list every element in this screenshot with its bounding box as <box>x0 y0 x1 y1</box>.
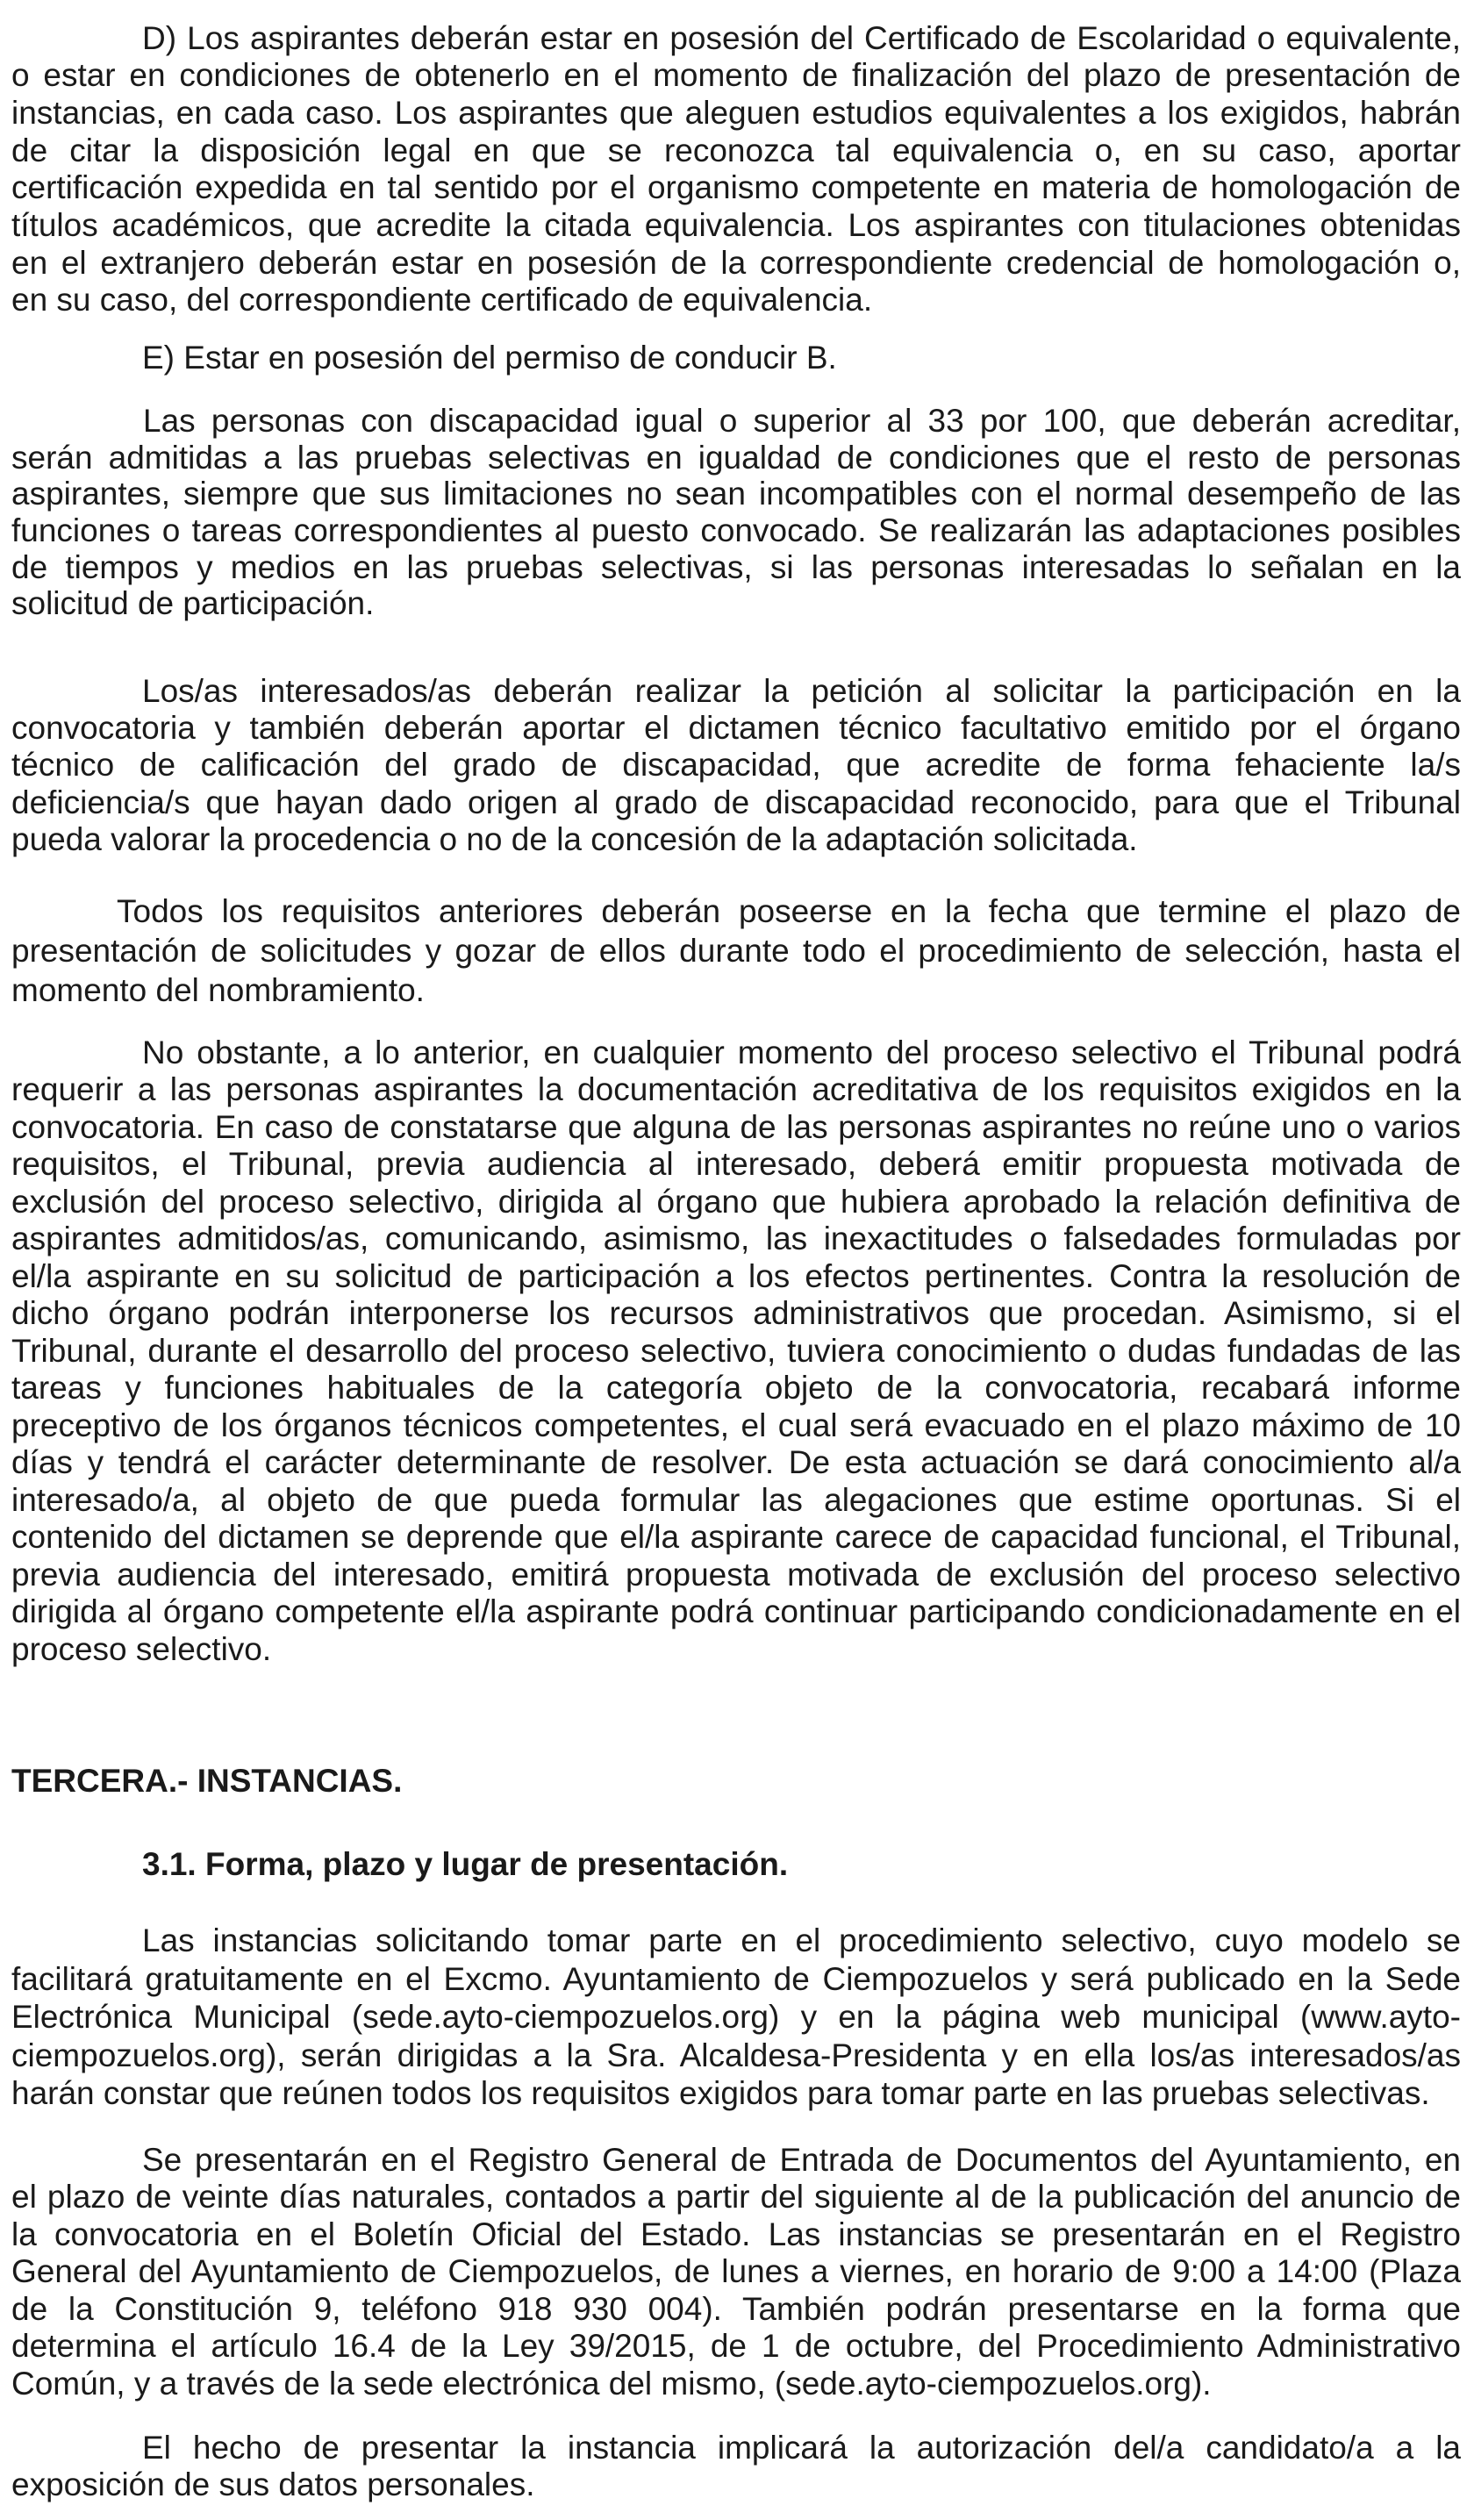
text-line: en el extranjero deberán estar en posesión de la correspondiente credencial de homologación o, <box>11 244 1461 281</box>
text-line: el/la aspirante en su solicitud de participación a los efectos pertinentes. Contra la resolución de <box>11 1257 1461 1294</box>
text-line: tareas y funciones habituales de la categoría objeto de la convocatoria, recabará informe <box>11 1370 1461 1407</box>
text-line: convocatoria y también deberán aportar el dictamen técnico facultativo emitido por el órgano <box>11 710 1461 747</box>
text-line: de tiempos y medios en las pruebas selectivas, si las personas interesadas lo señalan en la <box>11 548 1461 585</box>
text-line: Todos los requisitos anteriores deberán poseerse en la fecha que termine el plazo de <box>117 892 1461 929</box>
text-line: Las personas con discapacidad igual o superior al 33 por 100, que deberán acreditar, <box>143 403 1461 440</box>
text-line: Se presentarán en el Registro General de Entrada de Documentos del Ayuntamiento, en <box>142 2141 1461 2178</box>
text-line: Las instancias solicitando tomar parte en el procedimiento selectivo, cuyo modelo se <box>142 1922 1461 1959</box>
text-line: solicitud de participación. <box>11 585 375 622</box>
subsection-heading: 3.1. Forma, plazo y lugar de presentación. <box>142 1846 789 1882</box>
text-line: certificación expedida en tal sentido por el organismo competente en materia de homologación de <box>11 169 1461 206</box>
text-line: El hecho de presentar la instancia implicará la autorización del/a candidato/a a la <box>142 2430 1461 2466</box>
text-line: facilitará gratuitamente en el Excmo. Ayuntamiento de Ciempozuelos y será publicado en la Sede <box>11 1960 1461 1997</box>
text-line: días y tendrá el carácter determinante de resolver. De esta actuación se dará conocimiento al/a <box>11 1444 1461 1481</box>
text-line: contenido del dictamen se deprende que el/la aspirante carece de capacidad funcional, el Tribunal, <box>11 1519 1461 1556</box>
paragraph <box>11 340 1461 376</box>
text-line: títulos académicos, que acredite la citada equivalencia. Los aspirantes con titulaciones obtenidas <box>11 207 1461 244</box>
paragraph <box>11 2430 1461 2503</box>
text-line: técnico de calificación del grado de discapacidad, que acredite de forma fehaciente la/s <box>11 747 1461 784</box>
text-line: instancias, en cada caso. Los aspirantes que aleguen estudios equivalentes a los exigidos, habrán <box>11 95 1461 132</box>
paragraph <box>11 1034 1461 1669</box>
text-line: convocatoria. En caso de constatarse que alguna de las personas aspirantes no reúne uno o varios <box>11 1108 1461 1145</box>
text-line: presentación de solicitudes y gozar de ellos durante todo el procedimiento de selección, hasta el <box>11 932 1461 969</box>
text-line: E) Estar en posesión del permiso de conducir B. <box>142 340 837 376</box>
text-line: ciempozuelos.org), serán dirigidas a la Sra. Alcaldesa-Presidenta y en ella los/as interesados/as <box>11 2037 1461 2073</box>
text-line: en su caso, del correspondiente certificado de equivalencia. <box>11 282 873 319</box>
text-line: de la Constitución 9, teléfono 918 930 004). También podrán presentarse en la forma que <box>11 2290 1461 2327</box>
text-line: harán constar que reúnen todos los requisitos exigidos para tomar parte en las pruebas selectivas. <box>11 2075 1430 2112</box>
section-heading: TERCERA.- INSTANCIAS. <box>11 1763 403 1799</box>
text-line: Común, y a través de la sede electrónica del mismo, (sede.ayto-ciempozuelos.org). <box>11 2365 1212 2402</box>
text-line: previa audiencia del interesado, emitirá propuesta motivada de exclusión del proceso selectivo <box>11 1556 1461 1593</box>
text-line: aspirantes, siempre que sus limitaciones no sean incompatibles con el normal desempeño de las <box>11 476 1461 512</box>
text-line: deficiencia/s que hayan dado origen al grado de discapacidad reconocido, para que el Tribunal <box>11 784 1461 820</box>
text-line: pueda valorar la procedencia o no de la concesión de la adaptación solicitada. <box>11 821 1138 858</box>
paragraph <box>11 2142 1461 2403</box>
text-line: de citar la disposición legal en que se reconozca tal equivalencia o, en su caso, aportar <box>11 132 1461 168</box>
paragraph <box>11 891 1461 1010</box>
paragraph <box>11 20 1461 320</box>
text-line: General del Ayuntamiento de Ciempozuelos, de lunes a viernes, en horario de 9:00 a 14:00 (Plaza <box>11 2253 1461 2290</box>
text-line: funciones o tareas correspondientes al puesto convocado. Se realizarán las adaptaciones posibles <box>11 512 1461 548</box>
text-line: o estar en condiciones de obtenerlo en el momento de finalización del plazo de presentación de <box>11 57 1461 94</box>
text-line: requerir a las personas aspirantes la documentación acreditativa de los requisitos exigidos en la <box>11 1071 1461 1108</box>
text-line: No obstante, a lo anterior, en cualquier momento del proceso selectivo el Tribunal podrá <box>142 1034 1461 1070</box>
text-line: serán admitidas a las pruebas selectivas en igualdad de condiciones que el resto de personas <box>11 439 1461 476</box>
paragraph <box>11 1922 1461 2113</box>
text-line: preceptivo de los órganos técnicos competentes, el cual será evacuado en el plazo máximo de 10 <box>11 1407 1461 1443</box>
text-line: exposición de sus datos personales. <box>11 2466 535 2502</box>
paragraph <box>11 403 1461 622</box>
text-line: Tribunal, durante el desarrollo del proceso selectivo, tuviera conocimiento o dudas fundadas de las <box>11 1332 1461 1369</box>
text-line: dirigida al órgano competente el/la aspirante podrá continuar participando condicionadamente en el <box>11 1593 1461 1630</box>
text-line: la convocatoria en el Boletín Oficial del Estado. Las instancias se presentarán en el Registro <box>11 2216 1461 2252</box>
text-line: requisitos, el Tribunal, previa audiencia al interesado, deberá emitir propuesta motivada de <box>11 1146 1461 1183</box>
text-line: determina el artículo 16.4 de la Ley 39/2015, de 1 de octubre, del Procedimiento Administrativo <box>11 2328 1461 2365</box>
text-line: D) Los aspirantes deberán estar en posesión del Certificado de Escolaridad o equivalente, <box>142 19 1461 56</box>
text-line: Los/as interesados/as deberán realizar la petición al solicitar la participación en la <box>142 672 1461 709</box>
text-line: exclusión del proceso selectivo, dirigida al órgano que hubiera aprobado la relación definitiva de <box>11 1183 1461 1220</box>
text-line: Electrónica Municipal (sede.ayto-ciempozuelos.org) y en la página web municipal (www.ayto- <box>11 1999 1461 2036</box>
text-line: interesado/a, al objeto de que pueda formular las alegaciones que estime oportunas. Si el <box>11 1481 1461 1518</box>
text-line: el plazo de veinte días naturales, contados a partir del siguiente al de la publicación del anuncio de <box>11 2179 1461 2216</box>
text-line: dicho órgano podrán interponerse los recursos administrativos que procedan. Asimismo, si el <box>11 1295 1461 1332</box>
paragraph <box>11 673 1461 858</box>
text-line: aspirantes admitidos/as, comunicando, asimismo, las inexactitudes o falsedades formuladas por <box>11 1221 1461 1257</box>
text-line: momento del nombramiento. <box>11 971 425 1008</box>
text-line: proceso selectivo. <box>11 1630 272 1667</box>
